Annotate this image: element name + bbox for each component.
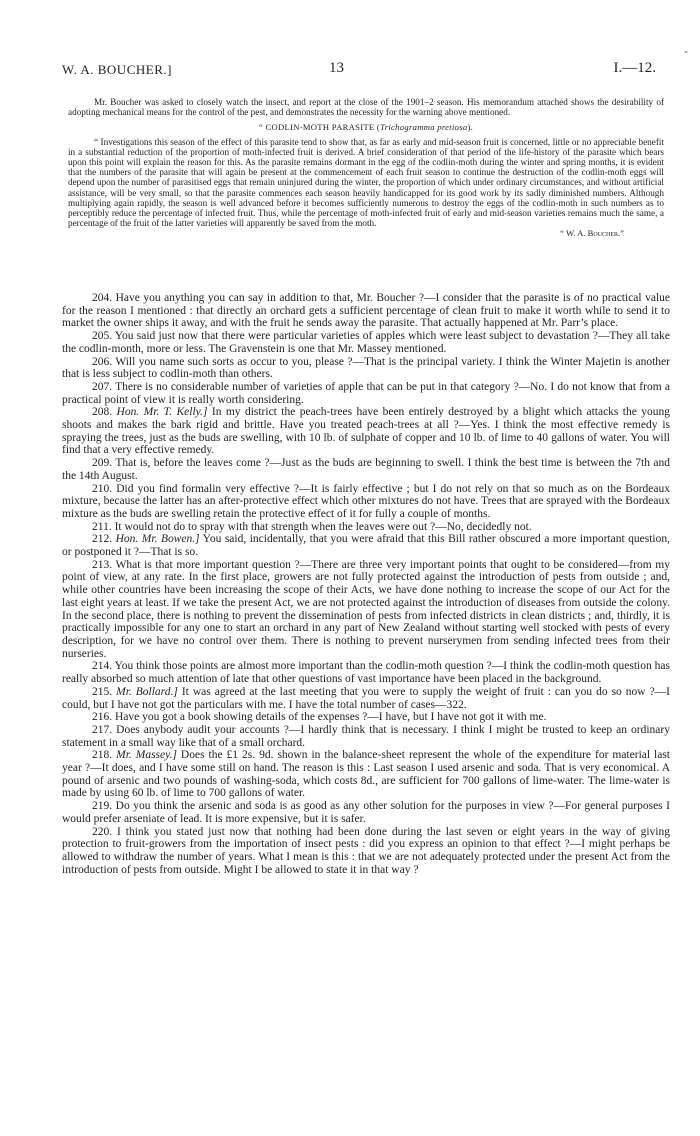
- evidence-paragraph: [62, 749, 670, 800]
- memo-title: [68, 122, 664, 132]
- memo-signature: “ W. A. Boucher.”: [560, 228, 624, 239]
- paragraph-text: 210. Did you find formalin very effective ?—It is fairly effective ; but I do not rely on that so much as on the Bordeaux mixture, because the latter has an after-protective effect which other mixtures do not have. Trees that are sprayed with the Bordeaux mixture as the buds are swelling retain the protective effect of it for fully a couple of months.: [62, 482, 670, 520]
- question-number: 212.: [92, 533, 116, 546]
- running-head: W. A. BOUCHER.]: [62, 62, 172, 77]
- paragraph-text: 219. Do you think the arsenic and soda is as good as any other solution for the purposes in view ?—For general purposes I would prefer arseniate of lead. It is more expensive, but it is safer.: [62, 800, 670, 825]
- paragraph-text: Does the £1 2s. 9d. shown in the balance-sheet represent the whole of the expenditure for material last year ?—It does, and I have some still on hand. The reason is this : Last season I used arsenic and soda. That is very economical. A pound of arsenic and two pounds of washing-soda, which costs 8d., are sufficient for 700 gallons of lime-water. The lime-water is made by using 60 lb. of lime to 700 gallons of water.: [62, 749, 671, 800]
- page-header: [62, 60, 656, 80]
- speaker-name: Hon. Mr. T. Kelly.]: [116, 406, 208, 419]
- paragraph-text: 220. I think you stated just now that nothing had been done during the last seven or eight years in the way of giving protection to fruit-growers from the importation of insect pests : did you express an opinion to that effect ?—I might perhaps be allowed to withdraw the number of years. What I mean is this : that we are not adequately protected under the present Act from the introduction of pests from outside. Might I be allowed to state it in that way ?: [62, 825, 670, 876]
- section-number: I.—12.: [613, 60, 656, 76]
- speaker-name: Mr. Bollard.]: [116, 685, 178, 698]
- memo-body: “ Investigations this season of the effect of this parasite tend to show that, as far as early and mid-season fruit is concerned, little or no appreciable benefit in a substantial reduction of the proportion of moth-infected fruit is derived. A brief consideration of that period of the life-history of the parasite which bears upon this point will explain the reason for this. As the parasite remains dormant in the egg of the codlin-moth during the winter and spring months, it is evident that the numbers of the parasite that will again be present at the commencement of each fruit season to continue the destruction of the codlin-moth eggs will depend upon the number of parasitised eggs that remain uninjured during the winter, the proportion of which under ordinary circumstances, and without artificial assistance, will be very small, so that the parasite commences each season heavily handicapped for its good work by its sadly diminished numbers. Although multiplying again rapidly, the season is well advanced before it becomes sufficiently numerous to destroy the eggs of the codlin-moth in such numbers as to perceptibly reduce the percentage of infected fruit. Thus, while the percentage of moth-infected fruit of early and mid-season varieties remains much the same, a percentage of the fruit of the latter varieties will apparently be saved from the moth.: [68, 136, 664, 229]
- paragraph-text: 214. You think those points are almost more important than the codlin-moth question ?—I think the codlin-moth question has really absorbed so much attention of late that other questions of vast importance have been placed in the background.: [62, 660, 670, 686]
- paragraph-text: In my district the peach-trees have been entirely destroyed by a blight which attacks the young shoots and makes the bark rigid and brittle. Have you treated peach-trees at all ?—Yes. I think the most effective remedy is spraying the trees, just as the buds are swelling, with 10 lb. of sulphate of copper and 10 lb. of lime to 40 gallons of water. You will find that a very effective remedy.: [62, 406, 670, 457]
- paragraph-text: 213. What is that more important question ?—There are three very important points that ought to be considered—from my point of view, at any rate. In the first place, growers are not fully protected against the introduction of pests from outside ; and, while other countries have been increasing the scope of their Acts, we have done nothing to increase the scope of our Act for the last eight years at least. If we take the present Act, we are not protected against the introduction of diseases from outside the colony. In the second place, there is nothing to prevent the dissemination of pests from infected districts in clean districts ; and, thirdly, it is practically impossible for any one to start an orchard in any part of New Zealand without starting well stocked with pests of every description, for we have no control over them. There is nothing to prevent nurserymen from sending infected trees from their nurseries.: [62, 558, 670, 660]
- speaker-name: Hon. Mr. Bowen.]: [115, 533, 200, 546]
- speaker-name: Mr. Massey.]: [116, 749, 177, 762]
- evidence-paragraph: [62, 559, 670, 661]
- paragraph-text: It was agreed at the last meeting that you were to supply the weight of fruit : can you do so now ?—I could, but I have not got the particulars with me. I have the total number of cases—322.: [62, 685, 671, 711]
- evidence-paragraph: [62, 533, 670, 558]
- evidence-paragraph: [62, 483, 670, 521]
- memo-intro: Mr. Boucher was asked to closely watch the insect, and report at the close of the 1901–2 season. His memorandum attached shows the desirability of adopting mechanical means for the control of the pest, and demonstrates the necessity for the warning above mentioned.: [68, 97, 664, 118]
- memorandum-block: [68, 97, 664, 239]
- evidence-paragraph: [62, 724, 670, 749]
- evidence-paragraph: [62, 521, 670, 534]
- evidence-paragraph: [62, 826, 670, 877]
- paragraph-text: 209. That is, before the leaves come ?—Just as the buds are beginning to swell. I think the best time is between the 7th and the 14th August.: [62, 457, 670, 482]
- paragraph-text: 207. There is no considerable number of varieties of apple that can be put in that category ?—No. I do not know that from a practical point of view it is really worth considering.: [62, 380, 670, 406]
- margin-mark: -: [684, 44, 688, 58]
- paragraph-text: 204. Have you anything you can say in addition to that, Mr. Boucher ?—I consider that the parasite is of no practical value for the reason I mentioned : that directly an orchard gets a sufficient percentage of clean fruit to make it worth while to send it to market the owner ships it away, and with the fruit he sends away the parasite. That actually happened at Mr. Parr’s place.: [62, 292, 670, 330]
- page-number: 13: [329, 60, 344, 76]
- evidence-paragraph: [62, 381, 670, 406]
- evidence-paragraph: [62, 660, 670, 685]
- memo-title-species: Trichogramma pretiosa: [380, 122, 468, 133]
- evidence-paragraph: [62, 686, 670, 711]
- evidence-paragraph: [62, 356, 670, 381]
- evidence-paragraph: [62, 292, 670, 330]
- memo-title-suffix: ).: [467, 122, 474, 133]
- evidence-paragraph: [62, 406, 670, 457]
- paragraph-text: 205. You said just now that there were particular varieties of apples which were least subject to devastation ?—They all take the codlin-month, more or less. The Gravenstein is one that Mr. Massey mentioned.: [62, 330, 670, 355]
- evidence-paragraphs: [62, 292, 670, 876]
- question-number: 208.: [92, 406, 117, 419]
- evidence-paragraph: [62, 457, 670, 482]
- memo-title-prefix: “ CODLIN-MOTH PARASITE (: [258, 122, 381, 133]
- paragraph-text: 217. Does anybody audit your accounts ?—I hardly think that is necessary. I think I might be trusted to keep an ordinary statement in a small way like that of a small orchard.: [62, 723, 670, 749]
- evidence-paragraph: [62, 330, 670, 355]
- paragraph-text: 206. Will you name such sorts as occur to you, please ?—That is the principal variety. I think the Winter Majetin is another that is less subject to codlin-moth than others.: [62, 355, 670, 381]
- question-number: 218.: [92, 749, 117, 762]
- paragraph-text: You said, incidentally, that you were afraid that this Bill rather obscured a more important question, or postponed it ?—That is so.: [62, 533, 670, 559]
- paragraph-text: 211. It would not do to spray with that strength when the leaves were out ?—No, decidedly not.: [92, 520, 532, 533]
- paragraph-text: 216. Have you got a book showing details of the expenses ?—I have, but I have not got it with me.: [92, 711, 547, 724]
- question-number: 215.: [92, 685, 117, 698]
- evidence-paragraph: [62, 711, 670, 724]
- evidence-paragraph: [62, 800, 670, 825]
